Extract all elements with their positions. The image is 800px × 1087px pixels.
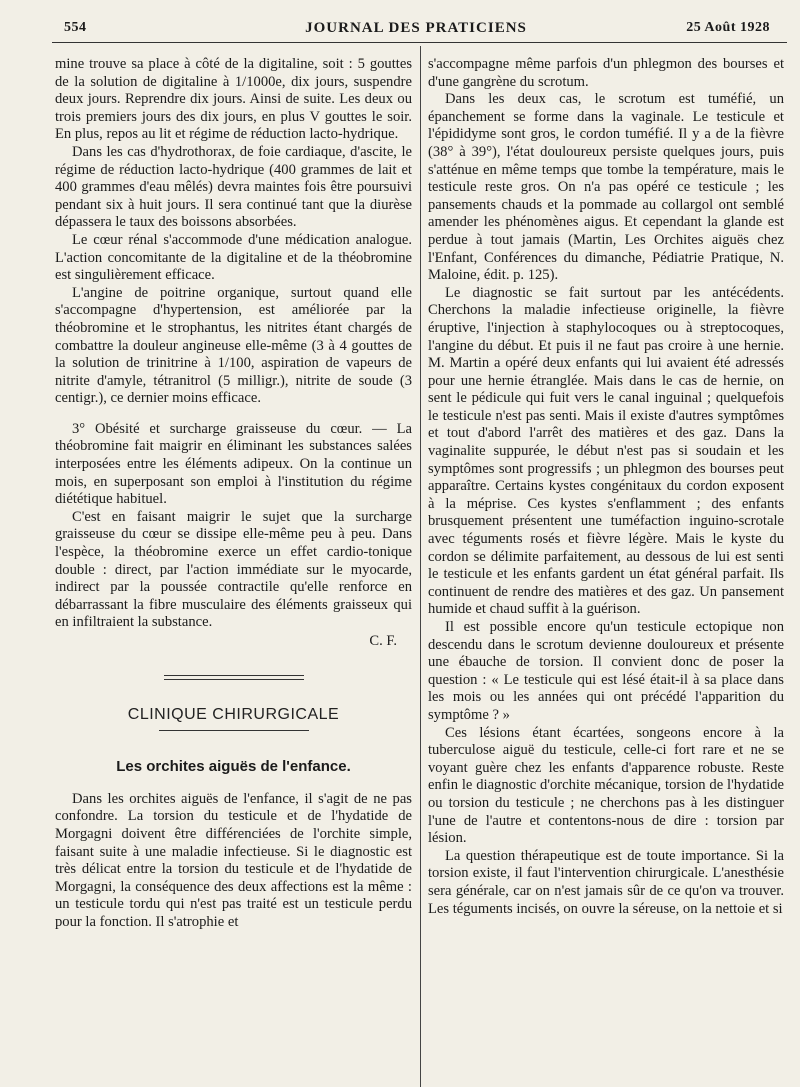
page-number: 554 bbox=[64, 20, 87, 35]
paragraph: mine trouve sa place à côté de la digitaline, soit : 5 gouttes de la solution de digitaline à 1/1000e, dix jours, suspendre deux jours. Reprendre dix jours. Ainsi de suite. Les deux ou trois premiers jours des dix jours, en plus V gouttes le soir. En plus, repos au lit et régime de réduction lacto-hydrique. bbox=[55, 56, 412, 143]
paragraph: Dans les orchites aiguës de l'enfance, il s'agit de ne pas confondre. La torsion du testicule et de l'hydatide de Morgagni doivent être différenciées de l'orchite simple, faisant suite à une maladie infectieuse. Si le diagnostic est très délicat entre la torsion du testicule et de l'hydatide de Morgagni, la conséquence des deux affections est la même : un testicule tordu qui n'est pas traité est un testicule perdu pour la fonction. Il s'atrophie et bbox=[55, 790, 412, 930]
section-title: CLINIQUE CHIRURGICALE bbox=[127, 705, 340, 723]
paragraph: Le diagnostic se fait surtout par les antécédents. Cherchons la maladie infectieuse originelle, la fièvre éruptive, l'injection à staphylocoques ou à streptocoques, l'angine du début. Et puis il ne faut pas croire à une hernie. M. Martin a opéré deux enfants qui lui avaient été adressés pour une hernie étranglée. Mais dans le cas de hernie, on sent le pédicule qui fuit vers le canal inguinal ; quelquefois le testicule n'est pas senti. Mais il existe d'autres symptômes et tout d'abord l'arrêt des matières et des gaz. Dans la vaginalite suppurée, le début n'est pas si soudain et les symptômes sont progressifs ; un phlegmon des bourses peut apparaître. Certains kystes congénitaux du cordon exposent à la méprise. Ces kystes s'enflamment ; des enfants brusquement présentent une tuméfaction inguino-scrotale avec téguments rosés et fièvre légère. Mais le kyste du cordon se délimite parfaitement, au dessous de lui est senti le testicule et les enfants gardent un état général parfait. Ils continuent de rendre des matières et des gaz. Un pansement humide et chaud suffit à la guérison. bbox=[428, 284, 784, 618]
paragraph: La question thérapeutique est de toute importance. Si la torsion existe, il faut l'intervention chirurgicale. L'anesthésie sera générale, car on n'est jamais sûr de ce qu'on va trouver. Les téguments incisés, on ouvre la séreuse, on la nettoie et si bbox=[428, 847, 784, 917]
left-column bbox=[55, 56, 412, 932]
section-underline bbox=[159, 730, 309, 731]
paragraph: Dans les cas d'hydrothorax, de foie cardiaque, d'ascite, le régime de réduction lacto-hydrique (400 grammes de lait et 400 grammes d'eau mêlés) devra maintes fois être poursuivi pendant six à huit jours. Il sera continué tant que la diurèse dépassera le taux des boissons absorbées. bbox=[55, 143, 412, 231]
paragraph: 3° Obésité et surcharge graisseuse du cœur. — La théobromine fait maigrir en éliminant les substances salées interposées entre les éléments adipeux. On la continue un mois, en superposant son emploi à l'institution du régime diététique habituel. bbox=[55, 420, 412, 508]
paragraph: Ces lésions étant écartées, songeons encore à la tuberculose aiguë du testicule, celle-ci fort rare et ne se voyant guère chez les enfants d'apparence robuste. Reste enfin le diagnostic d'orchite mécanique, torsion de l'hydatide ou torsion du testicule ; ne cherchons pas à les distinguer l'une de l'autre et contentons-nous de dire : torsion par lésion. bbox=[428, 724, 784, 847]
header-rule bbox=[52, 42, 787, 43]
paragraph: Il est possible encore qu'un testicule ectopique non descendu dans le scrotum devienne douloureux et présente une ébauche de torsion. Il convient donc de poser la question : « Le testicule qui est lésé était-il à sa place dans les mois ou les années qui ont précédé l'apparition du symptôme ? » bbox=[428, 619, 784, 723]
journal-title: JOURNAL DES PRATICIENS bbox=[305, 20, 527, 36]
author-signature: C. F. bbox=[369, 633, 397, 649]
article-title: Les orchites aiguës de l'enfance. bbox=[116, 758, 351, 776]
paragraph: Le cœur rénal s'accommode d'une médication analogue. L'action concomitante de la digitaline et de la théobromine est singulièrement efficace. bbox=[55, 231, 412, 284]
page-header bbox=[52, 18, 780, 40]
issue-date: 25 Août 1928 bbox=[686, 20, 770, 35]
section-divider bbox=[164, 679, 304, 680]
right-column bbox=[428, 56, 784, 918]
paragraph: Dans les deux cas, le scrotum est tuméfié, un épanchement se forme dans la vaginale. Le testicule et l'épididyme sont gros, le cordon tuméfié. Il y a de la fièvre (38° à 39°), l'état douloureux persiste quelques jours, puis s'atténue en même temps que tombe la température, mais le testicule reste gros. On n'a pas opéré ce testicule ; les pansements chauds et la pommade au collargol ont semblé amender les phénomènes aigus. Et cependant la glande est perdue à tout jamais (Martin, Les Orchites aiguës chez l'Enfant, Conférences du dimanche, Pédiatrie Pratique, N. Maloine, édit. p. 125). bbox=[428, 91, 784, 284]
paragraph: C'est en faisant maigrir le sujet que la surcharge graisseuse du cœur se dissipe elle-même peu à peu. Dans l'espèce, la théobromine exerce un effet cardio-tonique double : direct, par l'action immédiate sur le myocarde, indirect par la poussée contractile qu'elle renforce en débarrassant la fibre musculaire des éléments graisseux qui en infiltraient la substance. bbox=[55, 508, 412, 631]
column-divider bbox=[420, 46, 421, 1087]
paragraph: s'accompagne même parfois d'un phlegmon des bourses et d'une gangrène du scrotum. bbox=[428, 56, 784, 90]
paragraph: L'angine de poitrine organique, surtout quand elle s'accompagne d'hypertension, est améliorée par la théobromine et le strophantus, les nitrites étant chargés de combattre la douleur angineuse elle-même (3 à 4 gouttes de la solution de trinitrine à 1/100, aspiration de vapeurs de nitrite d'amyle, tétranitrol (5 milligr.), nitrite de soude (3 centigr.), ce dernier moins efficace. bbox=[55, 284, 412, 407]
section-divider bbox=[164, 675, 304, 676]
